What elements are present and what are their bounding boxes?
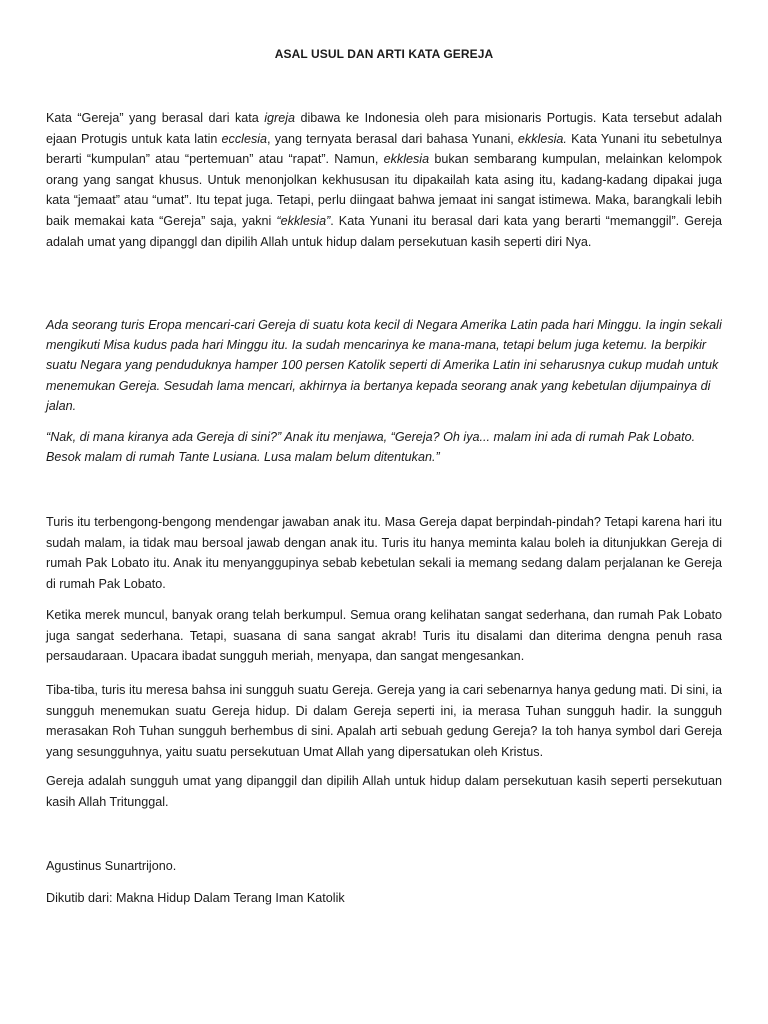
p1-italic-ekklesia-3: “ekklesia” — [276, 213, 331, 228]
p1-text-4: Kata Yunani itu sebetulnya berarti “kumpulan” atau “pertemuan” atau “rapat”. Namun, — [46, 131, 722, 167]
p1-text-6: . Kata Yunani itu berasal dari kata yang berarti “memanggil”. Gereja adalah umat yang dipanggl dan dipilih Allah untuk hidup dalam persekutuan kasih seperti diri Nya. — [46, 213, 722, 249]
p1-text-5: bukan sembarang kumpulan, melainkan kelompok orang yang sangat khusus. Untuk menonjolkan kekhususan itu dipakailah kata asing itu, kadang-kadang dipakai juga kata “jemaat” atau “umat”. Itu tepat juga. Tetapi, perlu diingaat bahwa jemaat ini sangat istimewa. Maka, barangkali lebih baik memakai kata “Gereja” saja, yakni — [46, 152, 722, 228]
paragraph-realization: Tiba-tiba, turis itu meresa bahsa ini sungguh suatu Gereja. Gereja yang ia cari sebenarnya hanya gedung mati. Di sini, ia sungguh menemukan suatu Gereja hidup. Di dalam Gereja seperti ini, ia merasa Tuhan sungguh hadir. Ia sungguh merasakan Roh Tuhan sungguh berhembus di sini. Apalah arti sebuah gedung Gereja? Ia toh hanya symbol dari Gereja yang sesungguhnya, yaitu suatu persekutuan Umat Allah yang dipersatukan oleh Kristus. — [46, 683, 722, 759]
paragraph-arrival: Ketika merek muncul, banyak orang telah berkumpul. Semua orang kelihatan sangat sederhana, dan rumah Pak Lobato juga sangat sederhana. Tetapi, suasana di sana sangat akrab! Turis itu disalami dan diterima dengna penuh rasa persaudaraan. Upacara ibadat sungguh meriah, menyapa, dan sangat mengesankan. — [46, 608, 722, 664]
p1-italic-ecclesia: ecclesia — [221, 131, 268, 146]
p1-text-3: , yang ternyata berasal dari bahasa Yunani, — [267, 131, 518, 146]
paragraph-dialogue: “Nak, di mana kiranya ada Gereja di sini?” Anak itu menjawa, “Gereja? Oh iya... malam ini ada di rumah Pak Lobato. Besok malam di rumah Tante Lusiana. Lusa malam belum ditentukan.” — [46, 430, 696, 465]
p1-italic-ekklesia-2: ekklesia — [383, 152, 430, 167]
author-name: Agustinus Sunartrijono. — [46, 859, 177, 873]
source-citation: Dikutib dari: Makna Hidup Dalam Terang Iman Katolik — [46, 891, 345, 905]
p1-italic-ekklesia: ekklesia. — [517, 131, 567, 146]
paragraph-intro — [46, 108, 722, 252]
paragraph-story: Ada seorang turis Eropa mencari-cari Gereja di suatu kota kecil di Negara Amerika Latin pada hari Minggu. Ia ingin sekali mengikuti Misa kudus pada hari Minggu itu. Ia sudah mencarinya ke mana-mana, tetapi belum juga ketemu. Ia berpikir suatu Negara yang penduduknya hamper 100 persen Katolik seperti di Amerika Latin ini seharusnya cukup mudah untuk menemukan Gereja. Sesudah lama mencari, akhirnya ia bertanya kepada seorang anak yang kebetulan dijumpainya di jalan. — [46, 318, 722, 413]
p1-italic-igreja: igreja — [264, 111, 296, 125]
paragraph-conclusion: Gereja adalah sungguh umat yang dipanggil dan dipilih Allah untuk hidup dalam persekutuan kasih seperti persekutuan kasih Allah Tritunggal. — [46, 774, 722, 809]
paragraph-tourist-confused: Turis itu terbengong-bengong mendengar jawaban anak itu. Masa Gereja dapat berpindah-pindah? Tetapi karena hari itu sudah malam, ia tidak mau bersoal jawab dengan anak itu. Turis itu hanya meminta kalau boleh ia ditunjukkan Gereja di rumah Pak Lobato itu. Anak itu menyanggupinya sebab kebetulan sekali ia memang sedang dalam perjalanan ke Gereja di rumah Pak Lobato. — [46, 515, 722, 591]
document-title: ASAL USUL DAN ARTI KATA GEREJA — [274, 47, 494, 61]
p1-text-2: dibawa ke Indonesia oleh para misionaris Portugis. Kata tersebut adalah ejaan Protugis untuk kata latin — [46, 111, 722, 146]
p1-text-1: Kata “Gereja” yang berasal dari kata — [46, 111, 265, 125]
